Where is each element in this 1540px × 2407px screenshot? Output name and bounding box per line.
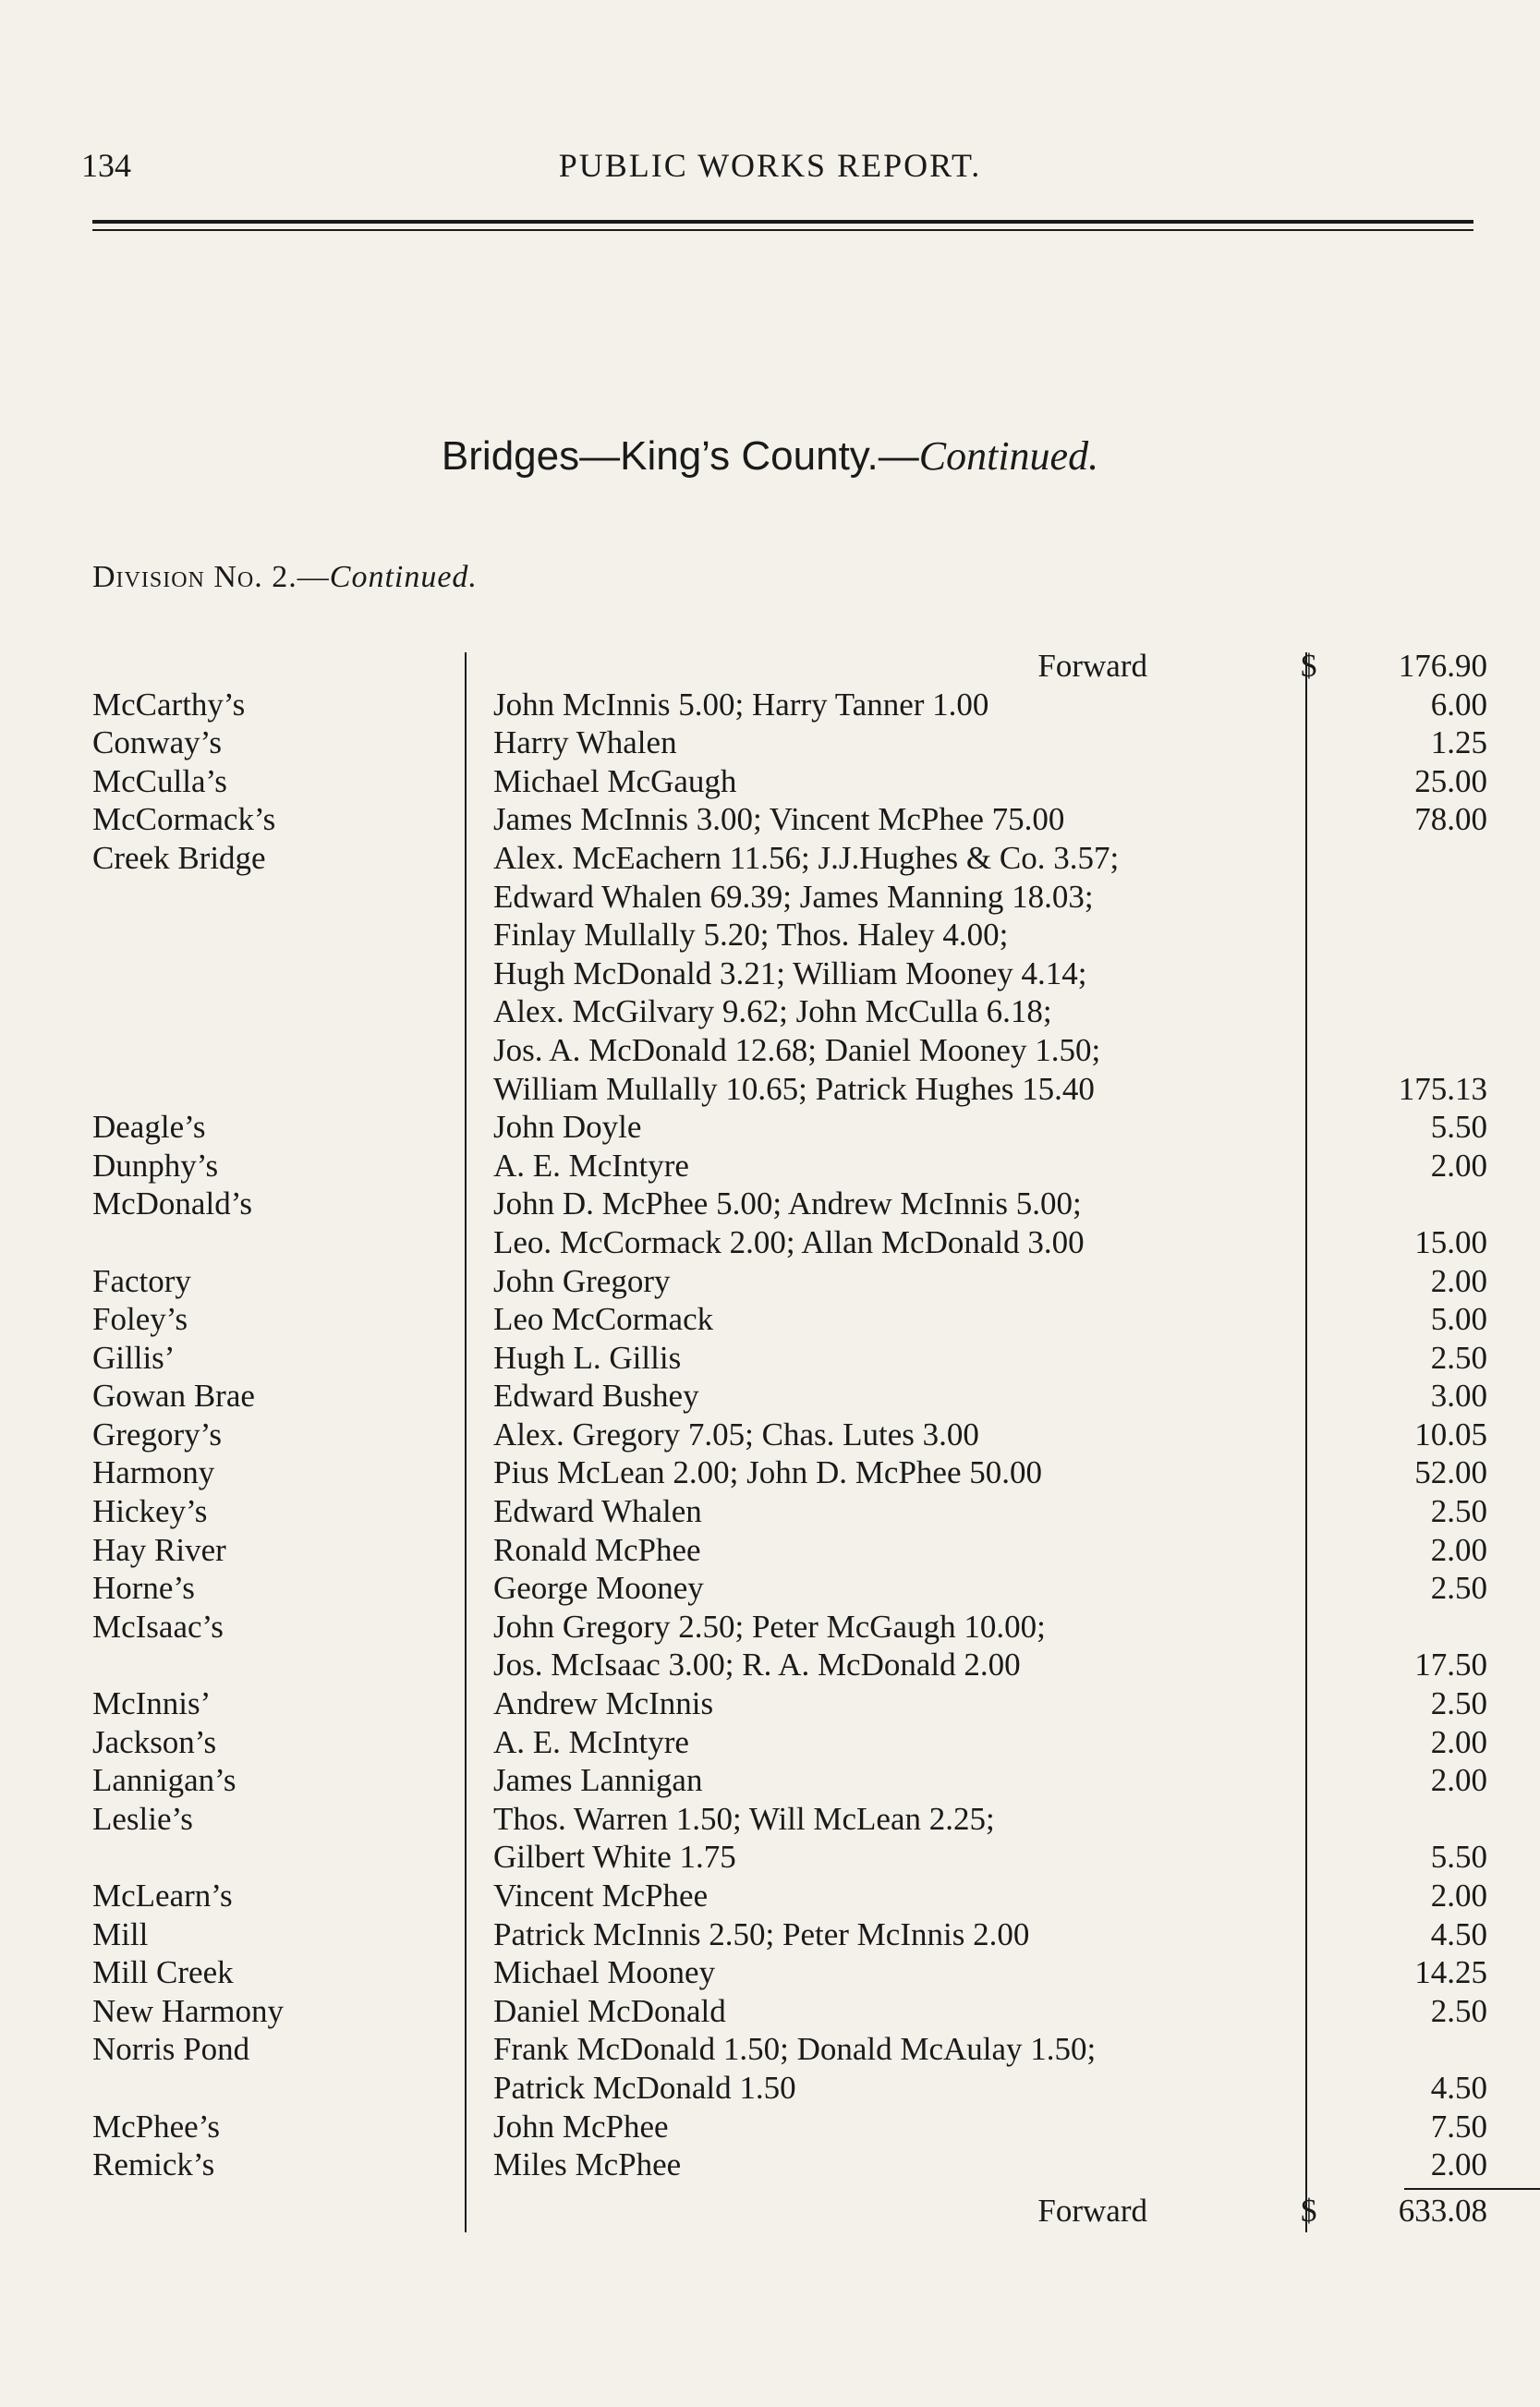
division-continued: Continued. xyxy=(329,560,478,594)
forward-out-amount: 633.08 xyxy=(1398,2192,1487,2229)
row-amount: 10.05 xyxy=(1414,1416,1487,1453)
ledger xyxy=(92,647,1487,2230)
place-name: Mill Creek xyxy=(92,1954,234,1991)
row-amount: 2.00 xyxy=(1430,1878,1487,1914)
row-amount: 2.50 xyxy=(1430,1339,1487,1376)
section-title-text: Bridges—King’s County.— xyxy=(441,433,919,479)
ledger-row xyxy=(92,1031,1487,1070)
forward-in-row xyxy=(92,647,1487,686)
ledger-row xyxy=(92,1339,1487,1378)
ledger-row xyxy=(92,1569,1487,1608)
payee-list: John Gregory xyxy=(493,1262,671,1299)
payee-list: Vincent McPhee xyxy=(493,1878,709,1914)
ledger-row xyxy=(92,1185,1487,1223)
ledger-row xyxy=(92,1684,1487,1723)
place-name: McCarthy’s xyxy=(92,686,246,723)
row-amount: 2.50 xyxy=(1430,1992,1487,2029)
ledger-row xyxy=(92,1838,1487,1877)
ledger-row xyxy=(92,2108,1487,2146)
row-amount: 2.00 xyxy=(1430,1262,1487,1299)
row-amount: 175.13 xyxy=(1398,1070,1487,1107)
payee-list: Leo McCormack xyxy=(493,1301,714,1338)
ledger-row xyxy=(92,1416,1487,1454)
ledger-row xyxy=(92,1953,1487,1992)
place-name: Norris Pond xyxy=(92,2031,250,2068)
place-name: Gregory’s xyxy=(92,1416,222,1453)
row-amount: 5.50 xyxy=(1430,1839,1487,1876)
ledger-row xyxy=(92,1608,1487,1647)
row-amount: 5.50 xyxy=(1430,1109,1487,1146)
row-amount: 2.00 xyxy=(1430,2146,1487,2183)
ledger-row xyxy=(92,686,1487,724)
place-name: McPhee’s xyxy=(92,2108,221,2145)
row-amount: 2.00 xyxy=(1430,1147,1487,1184)
ledger-row xyxy=(92,2069,1487,2108)
place-name: Deagle’s xyxy=(92,1109,206,1146)
row-amount: 4.50 xyxy=(1430,2069,1487,2106)
forward-out-row xyxy=(92,2192,1487,2231)
ledger-row xyxy=(92,1300,1487,1339)
ledger-row xyxy=(92,839,1487,878)
ledger-row xyxy=(92,1223,1487,1262)
payee-list: James McInnis 3.00; Vincent McPhee 75.00 xyxy=(493,801,1065,838)
payee-list: A. E. McIntyre xyxy=(493,1147,689,1184)
payee-list: Alex. McGilvary 9.62; John McCulla 6.18; xyxy=(493,993,1052,1030)
ledger-row xyxy=(92,1108,1487,1147)
row-amount: 2.00 xyxy=(1430,1531,1487,1568)
payee-list: Daniel McDonald xyxy=(493,1992,726,2029)
ledger-row xyxy=(92,800,1487,839)
payee-list: Jos. McIsaac 3.00; R. A. McDonald 2.00 xyxy=(493,1647,1021,1684)
ledger-row xyxy=(92,1147,1487,1185)
place-name: Leslie’s xyxy=(92,1800,193,1837)
payee-list: Gilbert White 1.75 xyxy=(493,1839,736,1876)
place-name: Foley’s xyxy=(92,1301,188,1338)
place-name: Lannigan’s xyxy=(92,1762,236,1799)
payee-list: Edward Bushey xyxy=(493,1378,699,1415)
place-name: McLearn’s xyxy=(92,1878,233,1914)
place-name: Horne’s xyxy=(92,1570,195,1607)
row-amount: 2.50 xyxy=(1430,1570,1487,1607)
ledger-row xyxy=(92,1761,1487,1800)
payee-list: Patrick McInnis 2.50; Peter McInnis 2.00 xyxy=(493,1915,1030,1952)
payee-list: Edward Whalen xyxy=(493,1493,702,1530)
place-name: Remick’s xyxy=(92,2146,215,2183)
ledger-row xyxy=(92,1915,1487,1954)
row-amount: 2.50 xyxy=(1430,1685,1487,1722)
ledger-row xyxy=(92,723,1487,762)
row-amount: 78.00 xyxy=(1414,801,1487,838)
payee-list: Miles McPhee xyxy=(493,2146,682,2183)
payee-list: Michael Mooney xyxy=(493,1954,716,1991)
place-name: McCormack’s xyxy=(92,801,276,838)
ledger-row xyxy=(92,1877,1487,1915)
place-name: Creek Bridge xyxy=(92,839,266,876)
place-name: Mill xyxy=(92,1915,149,1952)
payee-list: Andrew McInnis xyxy=(493,1685,714,1722)
payee-list: Leo. McCormack 2.00; Allan McDonald 3.00 xyxy=(493,1223,1085,1260)
payee-list: James Lannigan xyxy=(493,1762,703,1799)
ledger-row xyxy=(92,954,1487,993)
place-name: Hay River xyxy=(92,1531,226,1568)
page-number: 134 xyxy=(81,147,131,184)
payee-list: William Mullally 10.65; Patrick Hughes 15.40 xyxy=(493,1070,1095,1107)
forward-in-dollar: $ xyxy=(1301,648,1317,684)
forward-in-amount: 176.90 xyxy=(1398,648,1487,684)
forward-in-label: Forward xyxy=(1037,648,1147,684)
row-amount: 2.00 xyxy=(1430,1723,1487,1760)
payee-list: Ronald McPhee xyxy=(493,1531,701,1568)
payee-list: John Doyle xyxy=(493,1109,642,1146)
row-amount: 14.25 xyxy=(1414,1954,1487,1991)
running-title: PUBLIC WORKS REPORT. xyxy=(558,147,982,184)
payee-list: Jos. A. McDonald 12.68; Daniel Mooney 1.50; xyxy=(493,1031,1101,1068)
payee-list: George Mooney xyxy=(493,1570,704,1607)
payee-list: Michael McGaugh xyxy=(493,762,737,799)
forward-out-label: Forward xyxy=(1037,2192,1147,2229)
header-rule-thin xyxy=(92,229,1473,231)
payee-list: Edward Whalen 69.39; James Manning 18.03; xyxy=(493,878,1094,915)
ledger-row xyxy=(92,1377,1487,1416)
row-amount: 2.00 xyxy=(1430,1762,1487,1799)
section-title xyxy=(0,432,1540,480)
place-name: McCulla’s xyxy=(92,762,227,799)
payee-list: A. E. McIntyre xyxy=(493,1723,689,1760)
place-name: McInnis’ xyxy=(92,1685,212,1722)
ledger-row xyxy=(92,992,1487,1031)
row-amount: 5.00 xyxy=(1430,1301,1487,1338)
payee-list: Finlay Mullally 5.20; Thos. Haley 4.00; xyxy=(493,917,1009,954)
header-rule-thick xyxy=(92,220,1473,224)
payee-list: Thos. Warren 1.50; Will McLean 2.25; xyxy=(493,1800,995,1837)
division-label: Division No. 2.— xyxy=(92,560,330,594)
place-name: Harmony xyxy=(92,1454,215,1491)
ledger-row xyxy=(92,1723,1487,1762)
place-name: New Harmony xyxy=(92,1992,285,2029)
place-name: Gillis’ xyxy=(92,1339,176,1376)
payee-list: Patrick McDonald 1.50 xyxy=(493,2069,796,2106)
place-name: Dunphy’s xyxy=(92,1147,219,1184)
total-rule xyxy=(1404,2188,1540,2190)
place-name: Hickey’s xyxy=(92,1493,208,1530)
payee-list: John McInnis 5.00; Harry Tanner 1.00 xyxy=(493,686,989,723)
payee-list: Hugh L. Gillis xyxy=(493,1339,682,1376)
row-amount: 2.50 xyxy=(1430,1493,1487,1530)
payee-list: Pius McLean 2.00; John D. McPhee 50.00 xyxy=(493,1454,1042,1491)
ledger-row xyxy=(92,878,1487,917)
place-name: McDonald’s xyxy=(92,1185,253,1222)
place-name: Factory xyxy=(92,1262,191,1299)
place-name: Jackson’s xyxy=(92,1723,217,1760)
row-amount: 52.00 xyxy=(1414,1454,1487,1491)
ledger-row xyxy=(92,1070,1487,1109)
row-amount: 7.50 xyxy=(1430,2108,1487,2145)
ledger-row xyxy=(92,2146,1487,2184)
ledger-row xyxy=(92,1262,1487,1301)
place-name: Conway’s xyxy=(92,724,222,761)
payee-list: Alex. Gregory 7.05; Chas. Lutes 3.00 xyxy=(493,1416,979,1453)
ledger-row xyxy=(92,1646,1487,1684)
row-amount: 15.00 xyxy=(1414,1223,1487,1260)
place-name: McIsaac’s xyxy=(92,1608,224,1645)
payee-list: John D. McPhee 5.00; Andrew McInnis 5.00; xyxy=(493,1185,1082,1222)
payee-list: John Gregory 2.50; Peter McGaugh 10.00; xyxy=(493,1608,1046,1645)
payee-list: John McPhee xyxy=(493,2108,669,2145)
forward-out-dollar: $ xyxy=(1301,2192,1317,2229)
division-heading xyxy=(92,560,478,595)
payee-list: Hugh McDonald 3.21; William Mooney 4.14; xyxy=(493,954,1087,991)
ledger-row xyxy=(92,1992,1487,2031)
row-amount: 6.00 xyxy=(1430,686,1487,723)
ledger-row xyxy=(92,1492,1487,1531)
payee-list: Alex. McEachern 11.56; J.J.Hughes & Co. 3.57; xyxy=(493,839,1120,876)
ledger-row xyxy=(92,1531,1487,1570)
payee-list: Harry Whalen xyxy=(493,724,677,761)
row-amount: 17.50 xyxy=(1414,1647,1487,1684)
section-title-continued: Continued. xyxy=(918,433,1099,479)
row-amount: 3.00 xyxy=(1430,1378,1487,1415)
ledger-row xyxy=(92,916,1487,954)
place-name: Gowan Brae xyxy=(92,1378,255,1415)
ledger-row xyxy=(92,2030,1487,2069)
row-amount: 4.50 xyxy=(1430,1915,1487,1952)
ledger-row xyxy=(92,762,1487,801)
row-amount: 1.25 xyxy=(1430,724,1487,761)
ledger-row xyxy=(92,1453,1487,1492)
payee-list: Frank McDonald 1.50; Donald McAulay 1.50; xyxy=(493,2031,1097,2068)
row-amount: 25.00 xyxy=(1414,762,1487,799)
ledger-row xyxy=(92,1800,1487,1839)
